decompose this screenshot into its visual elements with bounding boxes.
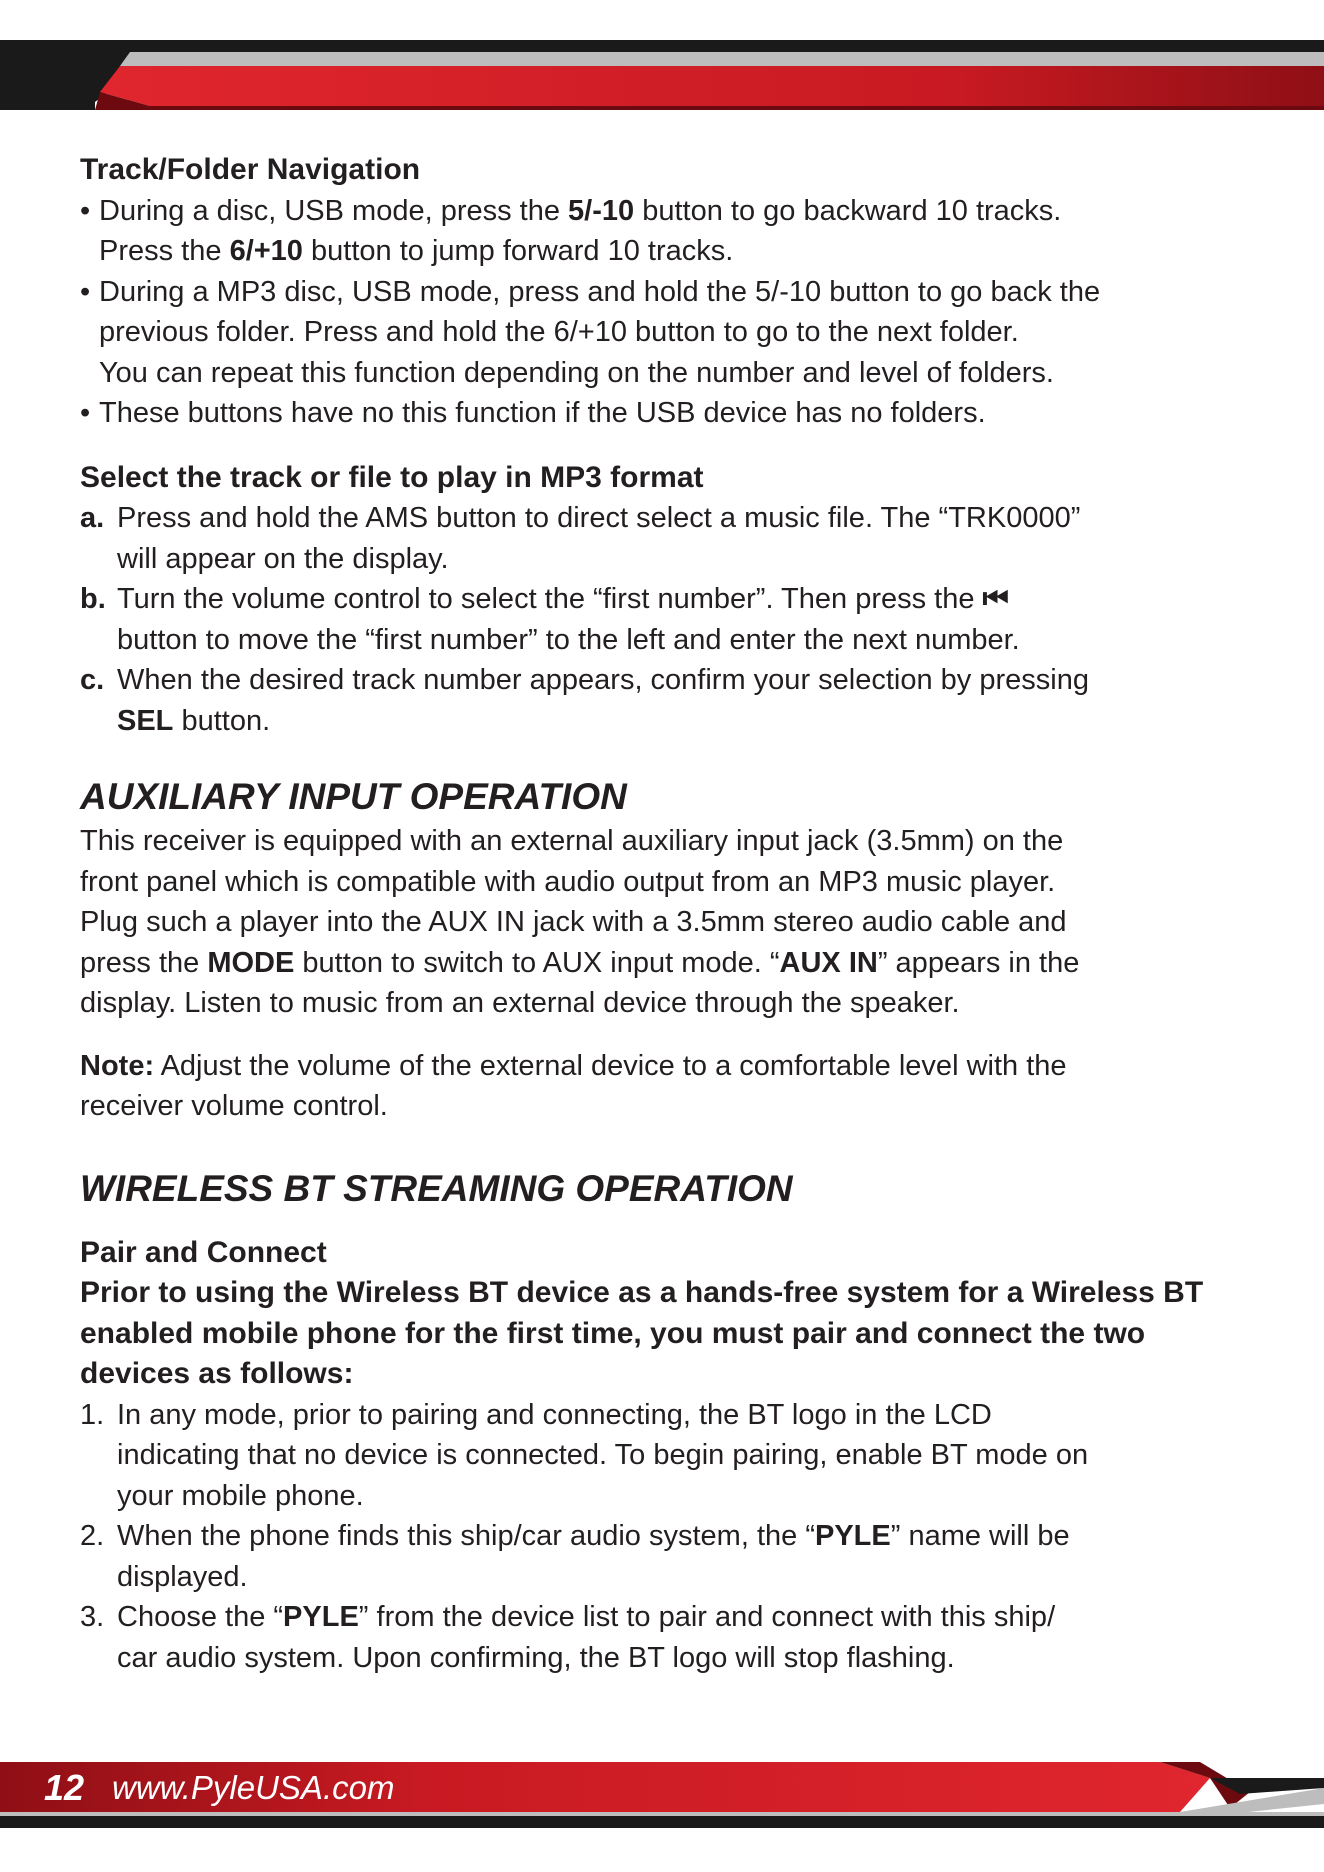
text-line: • These buttons have no this function if the USB device has no folders. [99,397,986,429]
text-span: Press the [99,235,230,267]
text-line: car audio system. Upon confirming, the BT logo will stop flashing. [117,1641,955,1674]
text-line: This receiver is equipped with an external auxiliary input jack (3.5mm) on the [80,825,1064,857]
text-line [99,191,1240,232]
text-span: button. [173,704,271,737]
list-item [80,579,1240,660]
text-line: Prior to using the Wireless BT device as a hands-free system for a Wireless BT [80,1276,1204,1309]
header-banner [0,40,1324,110]
button-name: 5/-10 [568,194,635,227]
text-line [99,231,1240,272]
text-span: ” from the device list to pair and connect with this ship/ [358,1601,1056,1633]
track-folder-section [80,150,1240,434]
list-marker: 1. [80,1398,105,1431]
text-span: Turn the volume control to select the “first number”. Then press the [117,583,983,615]
text-span: button to jump forward 10 tracks. [302,235,734,267]
text-line: button to move the “first number” to the left and enter the next number. [117,623,1020,656]
text-line: enabled mobile phone for the first time, you must pair and connect the two [80,1316,1146,1350]
text-line: display. Listen to music from an external device through the speaker. [80,987,960,1019]
text-line [117,701,1240,742]
auxiliary-input-section [80,773,1240,1127]
page-number: 12 [44,1767,85,1808]
list-item [80,191,1240,272]
device-name: PYLE [283,1601,359,1633]
text-span: Adjust the volume of the external device to a comfortable level with the [154,1049,1067,1082]
list-item [80,393,1240,434]
list-item [80,1395,1240,1517]
device-name: PYLE [814,1520,891,1552]
text-line: your mobile phone. [117,1479,364,1512]
auxiliary-paragraph [80,821,1240,1024]
text-line: When the desired track number appears, confirm your selection by pressing [117,664,1089,696]
list-item [80,498,1240,579]
subsection-title-pair-connect: Pair and Connect [80,1235,327,1269]
section-title-track-folder: Track/Folder Navigation [80,153,421,186]
list-marker: c. [80,664,105,696]
page-content [80,150,1240,1678]
text-span: press the [80,946,208,979]
text-span: Choose the “ [117,1601,284,1633]
text-span: ” appears in the [877,946,1080,979]
note-label: Note: [80,1049,155,1082]
list-marker: 3. [80,1601,105,1633]
text-line [117,1597,1240,1638]
button-name: MODE [207,946,295,979]
button-name: SEL [117,704,174,737]
text-span: button to go backward 10 tracks. [634,194,1062,227]
text-line: Press and hold the AMS button to direct select a music file. The “TRK0000” [117,502,1081,534]
text-line: front panel which is compatible with audio output from an MP3 music player. [80,865,1056,898]
note-paragraph [80,1046,1240,1127]
text-line: • During a MP3 disc, USB mode, press and hold the 5/-10 button to go back the [99,275,1101,308]
button-name: 6/+10 [229,235,303,267]
select-track-section [80,458,1240,742]
list-item [80,1516,1240,1597]
text-line: will appear on the display. [117,542,449,575]
section-title-auxiliary: AUXILIARY INPUT OPERATION [80,776,627,817]
wireless-bt-section [80,1165,1240,1679]
footer [44,1764,394,1812]
text-span: ” name will be [890,1520,1070,1552]
select-track-steps [80,498,1240,741]
list-item [80,272,1240,394]
list-item [80,660,1240,741]
list-item [80,1597,1240,1678]
text-line: indicating that no device is connected. To begin pairing, enable BT mode on [117,1439,1089,1471]
text-line: devices as follows: [80,1357,354,1390]
text-span: button to switch to AUX input mode. “ [294,946,780,979]
text-line [117,579,1240,620]
pairing-steps [80,1395,1240,1679]
text-line: displayed. [117,1560,248,1593]
text-line [80,1046,1240,1087]
text-line: In any mode, prior to pairing and connecting, the BT logo in the LCD [117,1398,992,1431]
website-link[interactable]: www.PyleUSA.com [112,1769,395,1806]
list-marker: b. [80,583,106,615]
section-title-wireless-bt: WIRELESS BT STREAMING OPERATION [80,1167,793,1209]
text-span: During a disc, USB mode, press the [99,194,569,227]
section-title-select-track: Select the track or file to play in MP3 format [80,460,704,494]
text-line [117,1516,1240,1557]
text-line [80,943,1240,984]
text-span: When the phone finds this ship/car audio system, the “ [117,1520,815,1552]
list-marker: 2. [80,1520,105,1552]
text-line: Plug such a player into the AUX IN jack with a 3.5mm stereo audio cable and [80,906,1067,938]
text-line: receiver volume control. [80,1090,388,1122]
skip-back-icon: ⏮ [982,583,1009,615]
header-stripe-graphic [0,40,1324,110]
display-text: AUX IN [779,946,878,979]
track-folder-bullets [80,191,1240,434]
text-line: You can repeat this function depending on the number and level of folders. [99,356,1054,389]
list-marker: a. [80,502,105,534]
text-line: previous folder. Press and hold the 6/+10 button to go to the next folder. [99,316,1019,348]
pairing-intro [80,1273,1240,1395]
